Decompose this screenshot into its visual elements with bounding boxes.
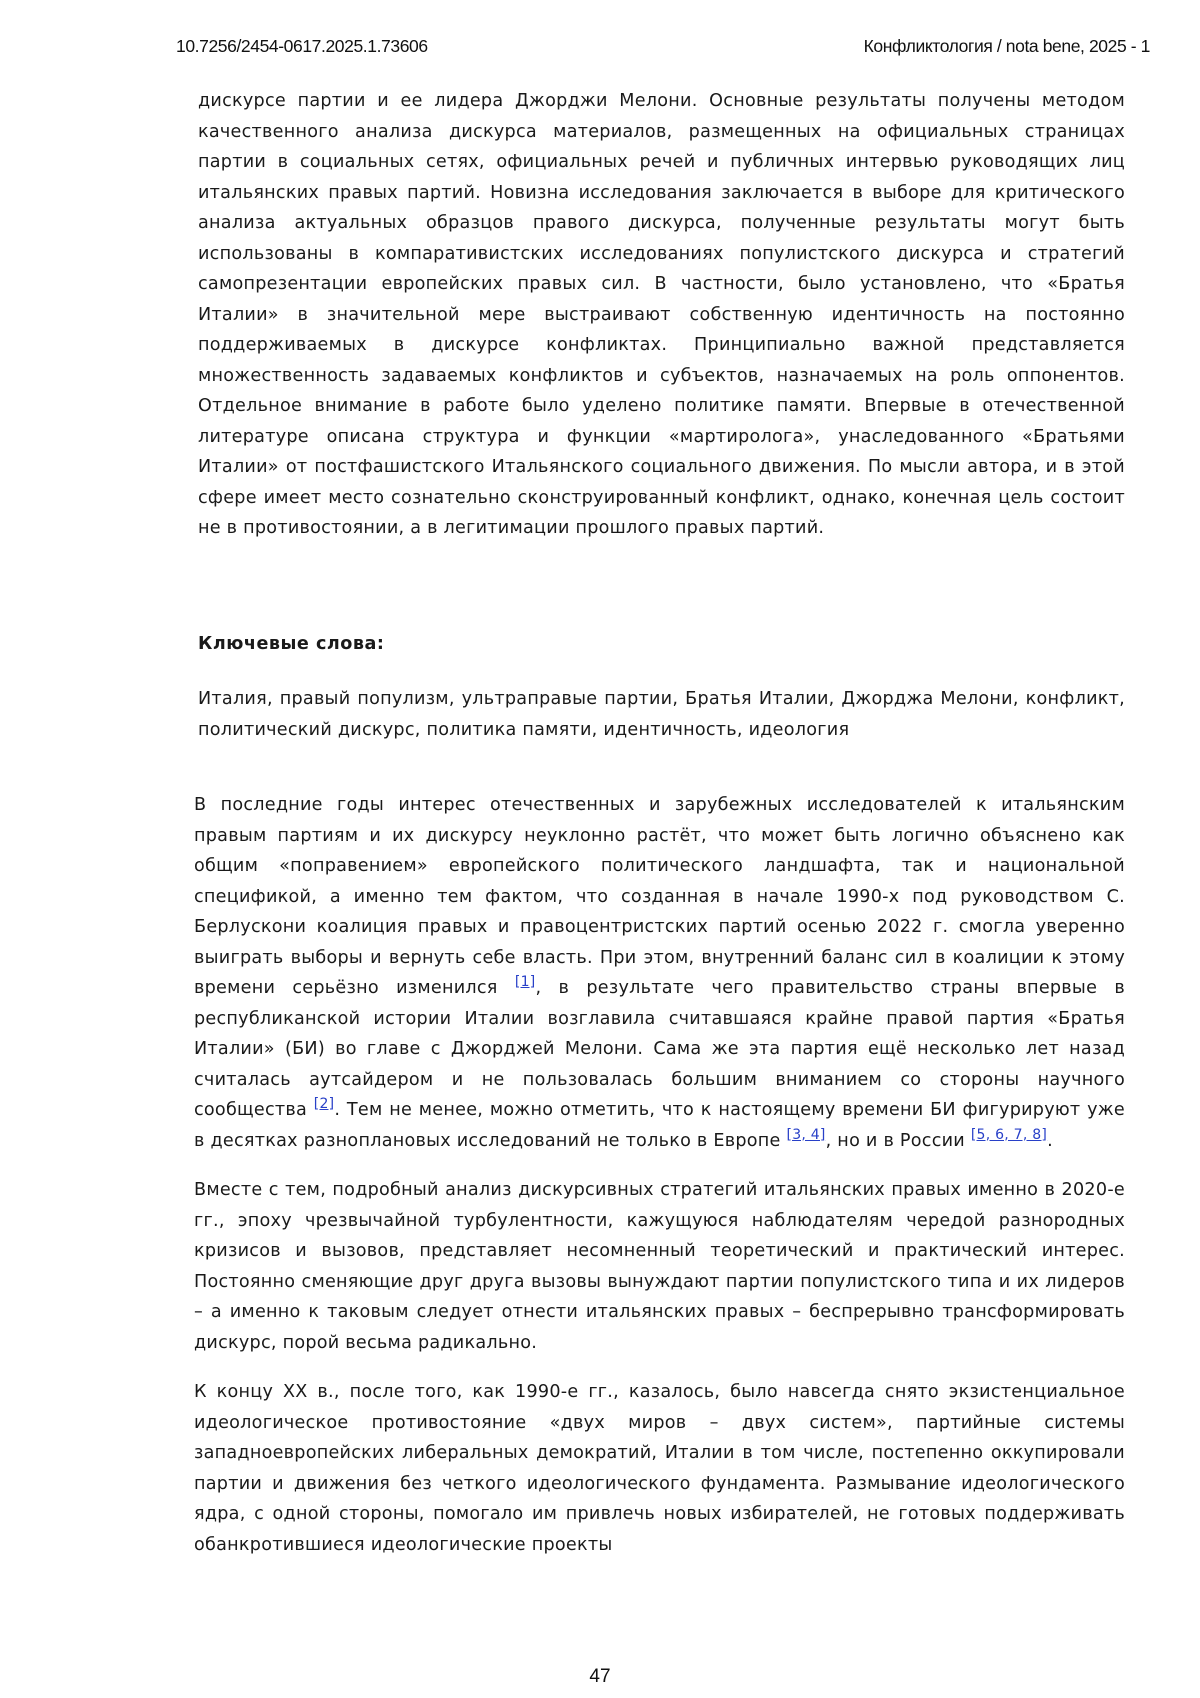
paragraph-text: , в результате чего правительство страны впервые в республиканской истории Италии возглавила считавшаяся крайне правой партия «Братья Италии» (БИ) во главе с Джорджей Мелони. Сама же эта партия ещё несколько лет назад считалась аутсайдером и не пользовалась большим вниманием со стороны научного сообщества — [194, 978, 1125, 1120]
keywords-text: Италия, правый популизм, ультраправые партии, Братья Италии, Джорджа Мелони, конфликт, политический дискурс, политика памяти, идентичность, идеология — [198, 689, 1125, 740]
paragraph-text: В последние годы интерес отечественных и зарубежных исследователей к итальянским правым партиям и их дискурсу неуклонно растёт, что может быть логично объяснено как общим «поправением» европейского политического ландшафта, так и национальной спецификой, а именно тем фактом, что созданная в начале 1990-х под руководством С. Берлускони коалиция правых и правоцентристских партий осенью 2022 г. смогла уверенно выиграть выборы и вернуть себе власть. При этом, внутренний баланс сил в коалиции к этому времени серьёзно изменился — [194, 795, 1125, 998]
body-paragraph-3: К концу XX в., после того, как 1990-е гг., казалось, было навсегда снято экзистенциальное идеологическое противостояние «двух миров – двух систем», партийные системы западноевропейских либеральных демократий, Италии в том числе, постепенно оккупировали партии и движения без четкого идеологического фундамента. Размывание идеологического ядра, с одной стороны, помогало им привлечь новых избирателей, не готовых поддерживать обанкротившиеся идеологические проекты — [194, 1382, 1125, 1555]
article-body — [194, 790, 1125, 1560]
doi-text: 10.7256/2454-0617.2025.1.73606 — [176, 36, 428, 56]
paragraph-text: , но и в России — [825, 1130, 971, 1151]
paragraph-text: . Тем не менее, можно отметить, что к настоящему времени БИ фигурируют уже в десятках разноплановых исследований не только в Европе — [194, 1100, 1125, 1151]
abstract-text: дискурсе партии и ее лидера Джорджи Мелони. Основные результаты получены методом качественного анализа дискурса материалов, размещенных на официальных страницах партии в социальных сетях, официальных речей и публичных интервью руководящих лиц итальянских правых партий. Новизна исследования заключается в выборе для критического анализа актуальных образцов правого дискурса, полученные результаты могут быть использованы в компаративистских исследованиях популистского дискурса и стратегий самопрезентации европейских правых сил. В частности, было установлено, что «Братья Италии» в значительной мере выстраивают собственную идентичность на постоянно поддерживаемых в дискурсе конфликтах. Принципиально важной представляется множественность задаваемых конфликтов и субъектов, назначаемых на роль оппонентов. Отдельное внимание в работе было уделено политике памяти. Впервые в отечественной литературе описана структура и функции «мартиролога», унаследованного «Братьями Италии» от постфашистского Итальянского социального движения. По мысли автора, и в этой сфере имеет место сознательно сконструированный конфликт, однако, конечная цель состоит не в противостоянии, а в легитимации прошлого правых партий. — [198, 91, 1125, 538]
body-paragraph-2: Вместе с тем, подробный анализ дискурсивных стратегий итальянских правых именно в 2020-е гг., эпоху чрезвычайной турбулентности, кажущуюся наблюдателям чередой разнородных кризисов и вызовов, представляет несомненный теоретический и практический интерес. Постоянно сменяющие друг друга вызовы вынуждают партии популистского типа и их лидеров – а именно к таковым следует отнести итальянских правых – беспрерывно трансформировать дискурс, порой весьма радикально. — [194, 1180, 1125, 1353]
paragraph-text: . — [1047, 1130, 1053, 1151]
keywords-block — [198, 684, 1125, 745]
reference-link-2[interactable]: [2] — [313, 1096, 335, 1113]
journal-title: Конфликтология / nota bene, 2025 - 1 — [863, 36, 1150, 56]
reference-link-5-8[interactable]: [5, 6, 7, 8] — [970, 1126, 1048, 1143]
reference-link-3-4[interactable]: [3, 4] — [786, 1126, 826, 1143]
running-header — [176, 36, 1150, 62]
keywords-heading: Ключевые слова: — [198, 634, 385, 654]
reference-link-1[interactable]: [1] — [514, 974, 536, 991]
body-paragraph-1 — [194, 790, 1125, 1156]
page-number: 47 — [589, 1666, 611, 1687]
abstract-block — [198, 86, 1125, 544]
